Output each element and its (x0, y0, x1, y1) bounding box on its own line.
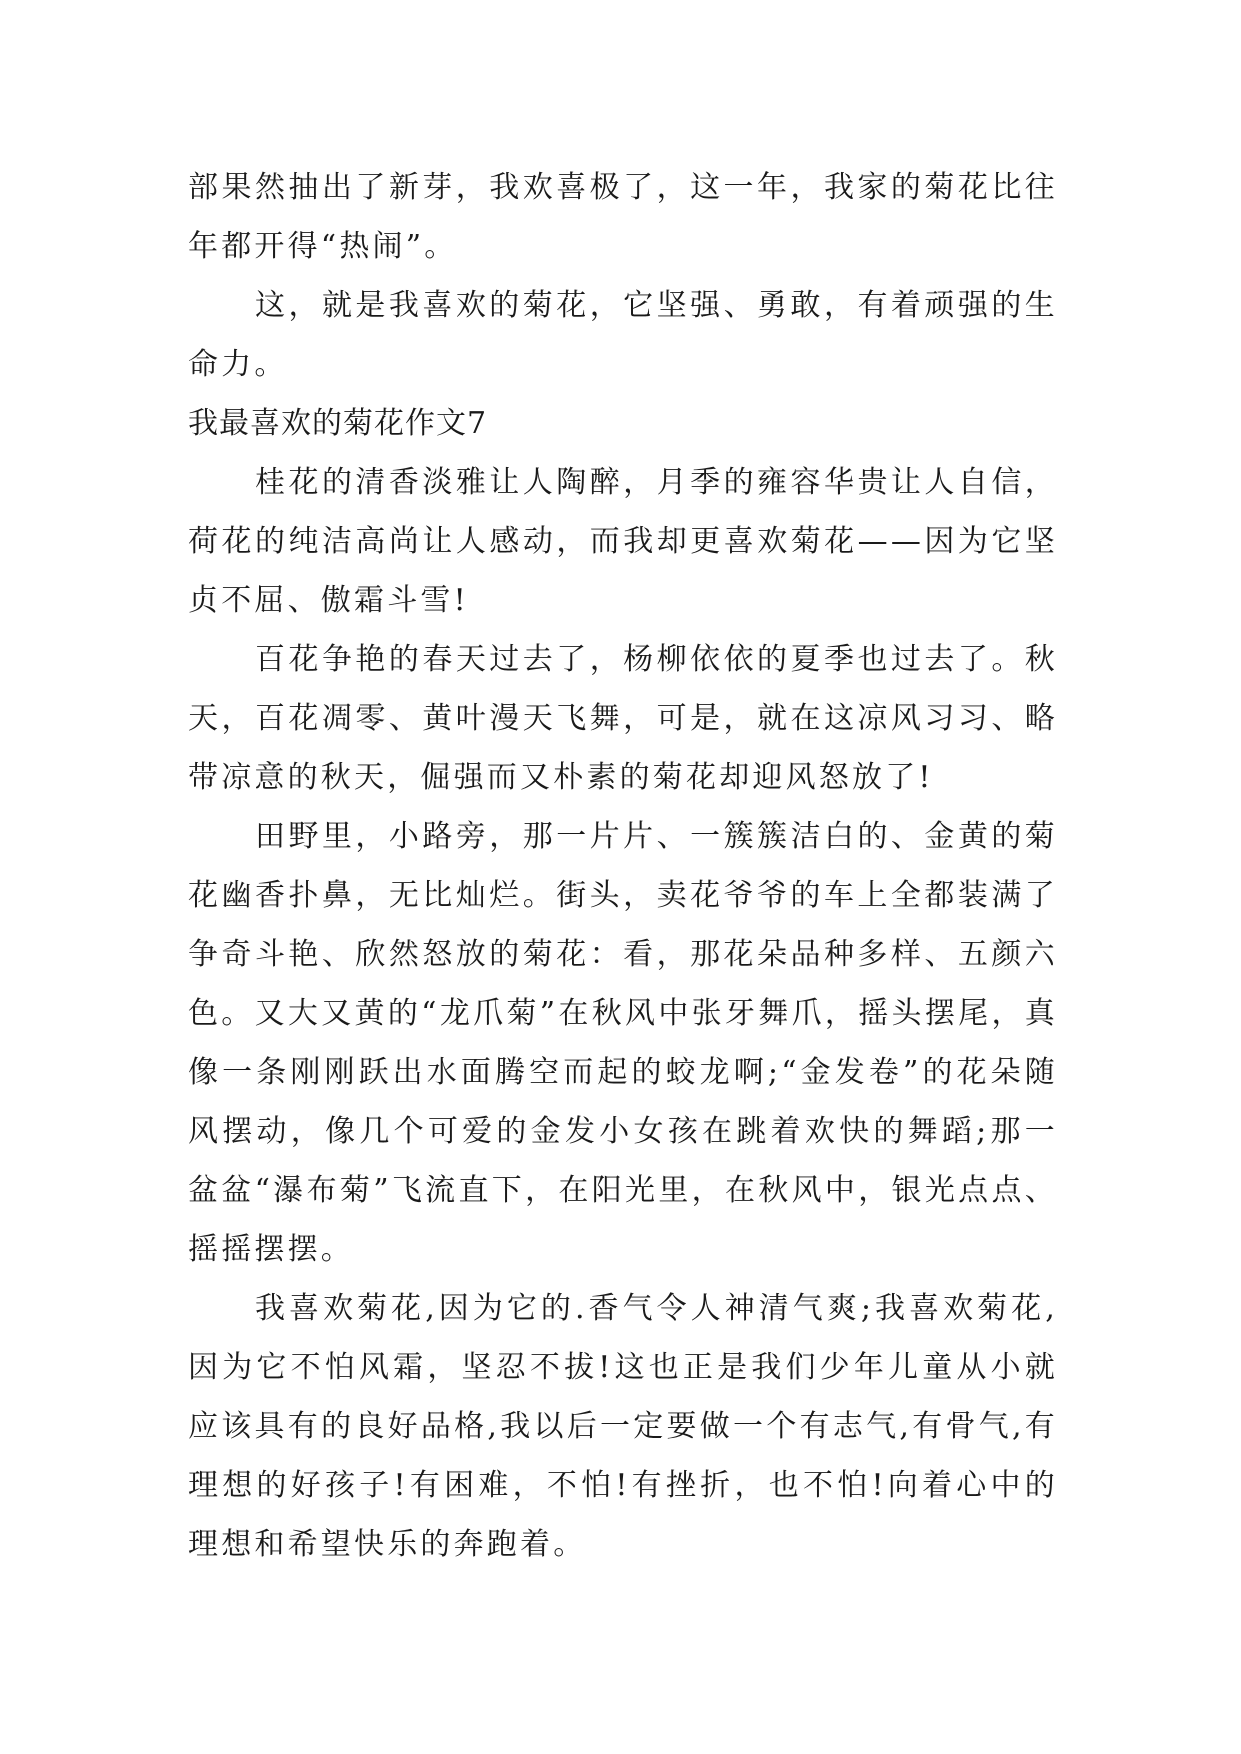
paragraph-4: 百花争艳的春天过去了，杨柳依依的夏季也过去了。秋天，百花凋零、黄叶漫天飞舞，可是，就在这凉风习习、略带凉意的秋天，倔强而又朴素的菊花却迎风怒放了! (188, 642, 1058, 795)
paragraph-5: 田野里，小路旁，那一片片、一簇簇洁白的、金黄的菊花幽香扑鼻，无比灿烂。街头，卖花爷爷的车上全都装满了争奇斗艳、欣然怒放的菊花：看，那花朵品种多样、五颜六色。又大又黄的“龙爪菊”在秋风中张牙舞爪，摇头摆尾，真像一条刚刚跃出水面腾空而起的蛟龙啊;“金发卷”的花朵随风摆动，像几个可爱的金发小女孩在跳着欢快的舞蹈;那一盆盆“瀑布菊”飞流直下，在阳光里，在秋风中，银光点点、摇摇摆摆。 (188, 819, 1058, 1267)
document-page (188, 158, 1058, 1574)
section-heading: 我最喜欢的菊花作文7 (188, 406, 488, 441)
paragraph-2: 这，就是我喜欢的菊花，它坚强、勇敢，有着顽强的生命力。 (188, 288, 1058, 382)
paragraph-6: 我喜欢菊花,因为它的.香气令人神清气爽;我喜欢菊花,因为它不怕风霜，坚忍不拔!这也正是我们少年儿童从小就应该具有的良好品格,我以后一定要做一个有志气,有骨气,有理想的好孩子!有困难，不怕!有挫折，也不怕!向着心中的理想和希望快乐的奔跑着。 (188, 1291, 1058, 1562)
paragraph-1: 部果然抽出了新芽，我欢喜极了，这一年，我家的菊花比往年都开得“热闹”。 (188, 170, 1058, 264)
paragraph-3: 桂花的清香淡雅让人陶醉，月季的雍容华贵让人自信，荷花的纯洁高尚让人感动，而我却更喜欢菊花——因为它坚贞不屈、傲霜斗雪! (188, 465, 1058, 618)
